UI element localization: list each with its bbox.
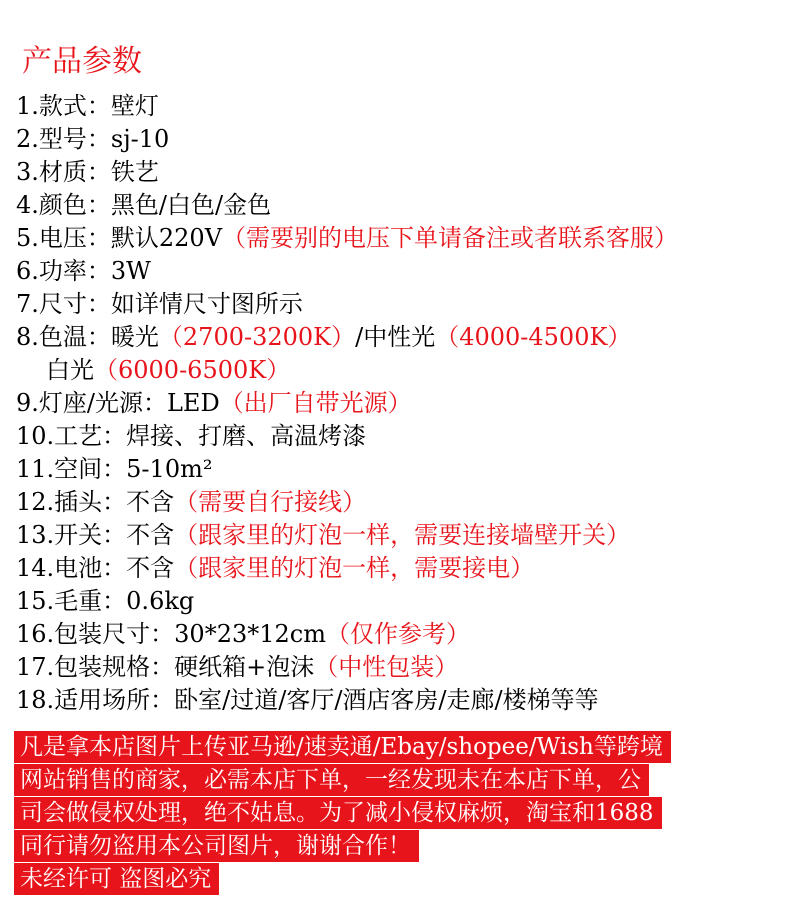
notice-line: 凡是拿本店图片上传亚马逊/速卖通/Ebay/shopee/Wish等跨境	[14, 731, 671, 763]
spec-label: 13.开关：不含	[16, 521, 175, 549]
spec-note: （6000-6500K）	[94, 356, 291, 384]
spec-light-source	[16, 387, 790, 420]
spec-package-type	[16, 651, 790, 684]
spec-label: 16.包装尺寸：30*23*12cm	[16, 620, 326, 648]
spec-usage	[16, 684, 790, 717]
spec-label: 1.款式：壁灯	[16, 92, 159, 120]
spec-label: 12.插头：不含	[16, 488, 175, 516]
spec-color-temperature-cont	[16, 354, 790, 387]
notice-line: 司会做侵权处理，绝不姑息。为了减小侵权麻烦，淘宝和1688	[14, 797, 662, 829]
spec-note: （2700-3200K）	[158, 323, 356, 351]
spec-note: （需要自行接线）	[174, 488, 367, 516]
spec-note: （跟家里的灯泡一样，需要连接墙壁开关）	[174, 521, 631, 549]
spec-package-size	[16, 618, 790, 651]
spec-label: 8.色温：暖光	[16, 323, 159, 351]
page-title: 产品参数	[22, 44, 142, 79]
spec-model	[16, 123, 790, 156]
spec-label: 3.材质：铁艺	[16, 158, 159, 186]
spec-label: 4.颜色：黑色/白色/金色	[16, 191, 272, 219]
spec-style	[16, 90, 790, 123]
spec-power	[16, 255, 790, 288]
spec-label: 白光	[46, 356, 94, 384]
spec-craft	[16, 420, 790, 453]
spec-space	[16, 453, 790, 486]
notice-line: 同行请勿盗用本公司图片，谢谢合作！	[14, 830, 419, 862]
notice-line: 网站销售的商家，必需本店下单，一经发现未在本店下单，公	[14, 764, 649, 796]
spec-note: （中性包装）	[314, 653, 459, 681]
spec-label: 9.灯座/光源：LED	[16, 389, 220, 417]
spec-label: 6.功率：3W	[16, 257, 151, 285]
spec-label: /中性光	[355, 323, 436, 351]
spec-note: （仅作参考）	[325, 620, 470, 648]
spec-note: （需要别的电压下单请备注或者联系客服）	[222, 224, 679, 252]
spec-label: 18.适用场所：卧室/过道/客厅/酒店客房/走廊/楼梯等等	[16, 686, 599, 714]
spec-color-temperature	[16, 321, 790, 354]
spec-label: 14.电池：不含	[16, 554, 175, 582]
notice-warning: 未经许可 盗图必究	[14, 863, 219, 895]
spec-note: （跟家里的灯泡一样，需要接电）	[174, 554, 535, 582]
spec-color	[16, 189, 790, 222]
spec-list	[16, 90, 790, 717]
spec-size	[16, 288, 790, 321]
spec-note: （4000-4500K）	[435, 323, 632, 351]
spec-battery	[16, 552, 790, 585]
spec-label: 2.型号：sj-10	[16, 125, 170, 153]
spec-label: 10.工艺：焊接、打磨、高温烤漆	[16, 422, 367, 450]
spec-label: 15.毛重：0.6kg	[16, 587, 195, 615]
spec-plug	[16, 486, 790, 519]
spec-label: 7.尺寸：如详情尺寸图所示	[16, 290, 303, 318]
spec-label: 17.包装规格：硬纸箱+泡沫	[16, 653, 315, 681]
spec-material	[16, 156, 790, 189]
spec-switch	[16, 519, 790, 552]
copyright-notice	[14, 731, 790, 896]
spec-label: 5.电压：默认220V	[16, 224, 223, 252]
spec-voltage	[16, 222, 790, 255]
spec-label: 11.空间：5-10m²	[16, 455, 213, 483]
spec-weight	[16, 585, 790, 618]
spec-note: （出厂自带光源）	[219, 389, 412, 417]
